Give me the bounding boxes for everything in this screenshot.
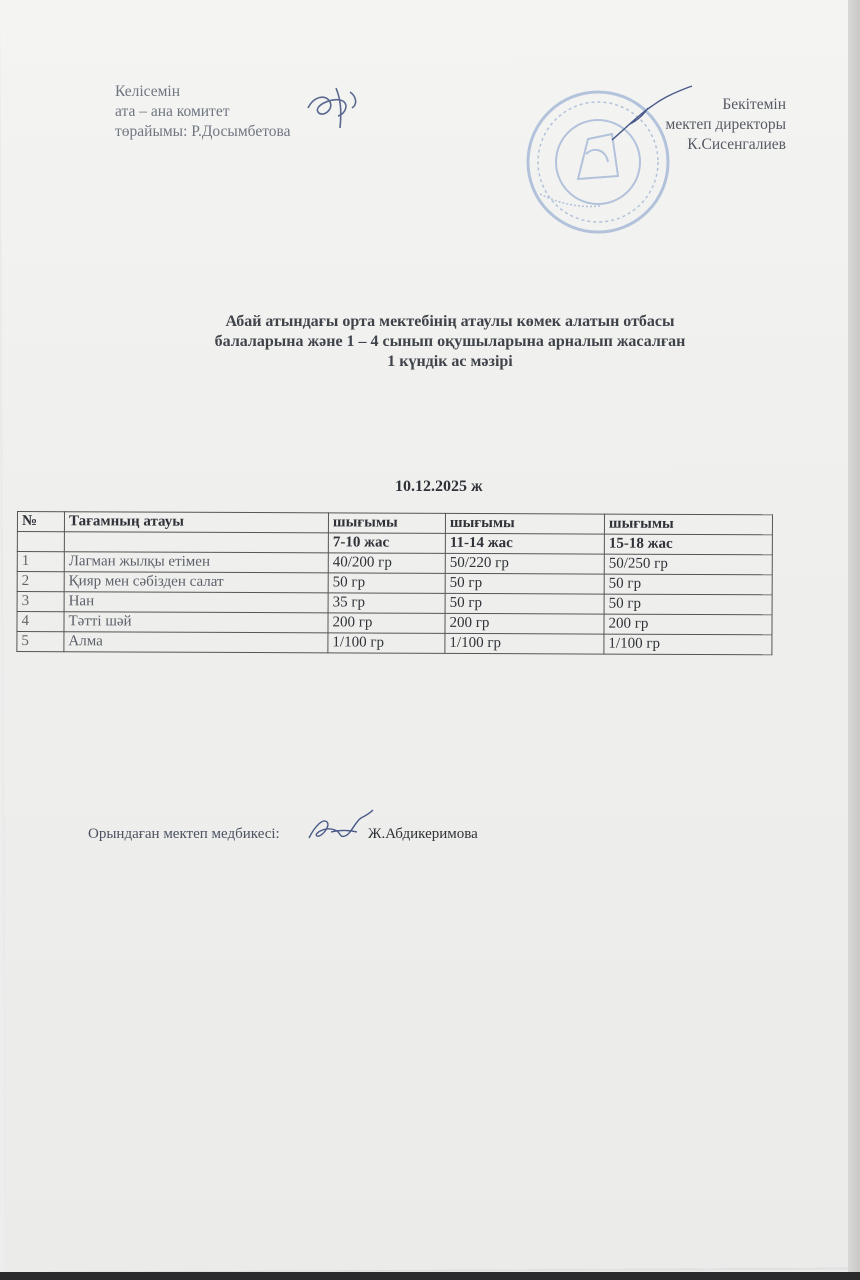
table-row xyxy=(17,572,772,595)
menu-date: 10.12.2025 ж xyxy=(395,478,483,495)
table-row xyxy=(17,552,772,575)
title-line-2: балаларына және 1 – 4 сынып оқушыларына арналып жасалған xyxy=(214,333,686,350)
approval-line-1: Бекітемін xyxy=(722,96,786,113)
header-cell: № xyxy=(17,512,64,532)
executor-line xyxy=(88,826,478,843)
agreement-block xyxy=(115,82,291,142)
table-cell: Нан xyxy=(64,592,328,613)
parent-committee-signature xyxy=(300,78,370,138)
header-cell xyxy=(17,532,64,552)
table-cell: 50/250 гр xyxy=(604,554,772,575)
title-line-1: Абай атындағы орта мектебінің атаулы көмек алатын отбасы xyxy=(225,313,675,330)
header-cell: 15-18 жас xyxy=(604,534,772,555)
bottom-surface xyxy=(0,1272,860,1280)
table-cell: 1/100 гр xyxy=(445,633,604,654)
approval-line-3: К.Сисенгалиев xyxy=(687,136,786,153)
table-cell: 50/220 гр xyxy=(445,553,604,574)
table-cell: 50 гр xyxy=(445,573,604,594)
table-cell: 200 гр xyxy=(445,613,604,634)
table-row xyxy=(17,632,772,655)
approval-block xyxy=(666,95,786,155)
header-cell: 7-10 жас xyxy=(328,533,445,554)
table-cell: Тәтті шәй xyxy=(64,612,328,633)
header-cell xyxy=(64,532,328,553)
table-cell: 5 xyxy=(17,632,64,652)
header-cell: шығымы xyxy=(328,513,445,534)
table-cell: 200 гр xyxy=(328,613,445,634)
paper-edge xyxy=(848,0,860,1280)
table-cell: 40/200 гр xyxy=(328,553,445,574)
table-cell: 50 гр xyxy=(328,573,445,594)
nurse-signature xyxy=(305,808,375,848)
executor-name: Ж.Абдикеримова xyxy=(368,826,478,842)
header-cell: шығымы xyxy=(445,513,604,534)
title-line-3: 1 күндік ас мәзірі xyxy=(387,353,513,370)
table-cell: 50 гр xyxy=(445,593,604,614)
table-row xyxy=(17,612,772,635)
table-cell: 1/100 гр xyxy=(604,634,772,655)
table-cell: 2 xyxy=(17,572,64,592)
agreement-line-2: ата – ана комитет xyxy=(115,103,230,120)
header-cell: шығымы xyxy=(604,514,772,535)
table-cell: Лагман жылқы етімен xyxy=(64,552,328,573)
table-cell: 3 xyxy=(17,592,64,612)
table-cell: 50 гр xyxy=(604,574,772,595)
table-header-row xyxy=(17,512,772,535)
header-cell: Тағамның атауы xyxy=(64,512,328,533)
table-cell: 35 гр xyxy=(328,593,445,614)
approval-line-2: мектеп директоры xyxy=(665,116,786,133)
table-cell: Қияр мен сәбізден салат xyxy=(64,572,328,593)
header-cell: 11-14 жас xyxy=(445,533,604,554)
table-cell: Алма xyxy=(64,632,328,653)
menu-table xyxy=(16,511,773,655)
agreement-line-1: Келісемін xyxy=(115,83,181,100)
table-cell: 4 xyxy=(17,612,64,632)
executor-label: Орындаған мектеп медбикесі: xyxy=(88,826,280,842)
table-cell: 1/100 гр xyxy=(328,633,445,654)
agreement-line-3: төрайымы: Р.Досымбетова xyxy=(115,123,291,140)
document-title xyxy=(140,312,760,372)
table-cell: 1 xyxy=(17,552,64,572)
table-cell: 50 гр xyxy=(604,594,772,615)
table-cell: 200 гр xyxy=(604,614,772,635)
